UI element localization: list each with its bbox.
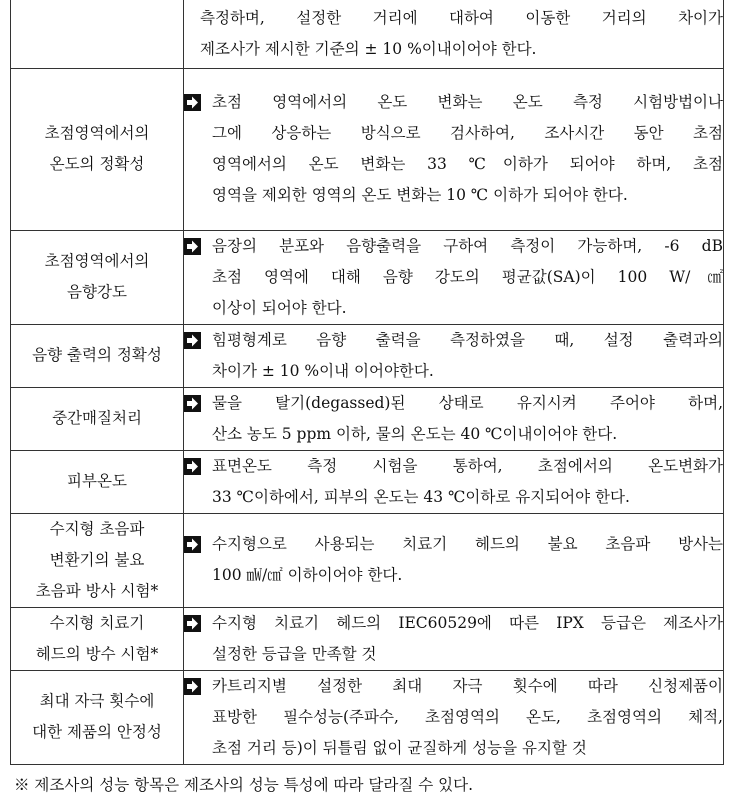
requirement-item (184, 671, 723, 764)
row-label-line: 변환기의 불요 (49, 550, 145, 569)
requirement-line: 산소 농도 5 ppm 이하, 물의 온도는 40 ℃이내이어야 한다. (212, 424, 618, 443)
arrow-bullet-icon (184, 536, 201, 553)
requirement-line: 제조사가 제시한 기준의 ± 10 %이내이어야 한다. (200, 39, 537, 58)
requirement-line: 영역을 제외한 영역의 온도 변화는 10 ℃ 이하가 되어야 한다. (212, 186, 628, 204)
arrow-bullet-icon (184, 238, 201, 255)
requirement-item (184, 451, 723, 513)
table-row (11, 450, 724, 513)
requirement-item (184, 529, 723, 591)
requirement-item (184, 87, 723, 211)
row-label (11, 230, 184, 324)
row-description (184, 230, 724, 324)
row-label (11, 324, 184, 387)
requirement-line: 초점 거리 등)이 뒤틀림 없이 균질하게 성능을 유지할 것 (212, 738, 587, 757)
requirement-line: 영역에서의 온도 변화는 33 ℃이하가 되어야 하며, 초점 (212, 155, 723, 173)
arrow-bullet-icon (184, 458, 201, 475)
requirement-line: 측정하며, 설정한 거리에 대하여 이동한 거리의 차이가 (200, 8, 723, 27)
arrow-bullet-icon (184, 678, 201, 695)
requirement-line: 초점 영역에 대해 음향 강도의 평균값(SA)이 100 W/㎠ (212, 267, 723, 286)
requirement-line: 그에 상응하는 방식으로 검사하여, 조사시간 동안 초점 (212, 124, 723, 142)
row-label-line: 초점영역에서의 (44, 252, 150, 270)
arrow-bullet-icon (184, 332, 201, 349)
row-label (11, 450, 184, 513)
row-label (11, 387, 184, 450)
requirement-line: 이상이 되어야 한다. (212, 298, 347, 317)
row-description (184, 0, 724, 68)
row-label-line: 음향 출력의 정확성 (32, 346, 162, 364)
arrow-bullet-icon (184, 94, 201, 111)
row-description (184, 387, 724, 450)
row-label-line: 온도의 정확성 (49, 155, 145, 173)
requirement-line: 힘평형계로 음향 출력을 측정하였을 때, 설정 출력과의 (212, 330, 723, 349)
row-description (184, 607, 724, 670)
row-label-line: 피부온도 (67, 472, 127, 490)
requirement-line: 초점 영역에서의 온도 변화는 온도 측정 시험방법이나 (212, 93, 723, 111)
requirement-line: 표방한 필수성능(주파수, 초점영역의 온도, 초점영역의 체적, (212, 707, 723, 726)
arrow-bullet-icon (184, 395, 201, 412)
requirement-item (184, 388, 723, 450)
row-label (11, 513, 184, 607)
table-row (11, 513, 724, 607)
row-label-line: 최대 자극 횟수에 (39, 692, 155, 710)
spec-table (10, 0, 724, 765)
row-label (11, 670, 184, 764)
requirement-line: 33 ℃이하에서, 피부의 온도는 43 ℃이하로 유지되어야 한다. (212, 487, 630, 506)
table-row (11, 0, 724, 68)
requirement-item (184, 325, 723, 387)
row-label-line: 음향강도 (67, 283, 127, 301)
requirement-item (184, 231, 723, 324)
row-description (184, 670, 724, 764)
requirement-line: 차이가 ± 10 %이내 이어야한다. (212, 361, 434, 380)
arrow-bullet-icon (184, 615, 201, 632)
requirement-line: 물을 탈기(degassed)된 상태로 유지시켜 주어야 하며, (212, 393, 723, 412)
row-description (184, 68, 724, 230)
table-row (11, 230, 724, 324)
requirement-line: 100 ㎽/㎠ 이하이어야 한다. (212, 566, 403, 584)
table-row (11, 387, 724, 450)
row-label-line: 수지형 치료기 (49, 613, 145, 632)
requirement-line: 표면온도 측정 시험을 통하여, 초점에서의 온도변화가 (212, 456, 723, 475)
table-row (11, 607, 724, 670)
requirement-line: 음장의 분포와 음향출력을 구하여 측정이 가능하며, -6 dB (212, 236, 723, 255)
requirement-line: 수지형 치료기 헤드의 IEC60529에 따른 IPX 등급은 제조사가 (212, 613, 723, 632)
requirement-line: 설정한 등급을 만족할 것 (212, 644, 377, 663)
row-label (11, 68, 184, 230)
row-description (184, 324, 724, 387)
row-label (11, 607, 184, 670)
table-row (11, 324, 724, 387)
row-label-line: 수지형 초음파 (49, 519, 145, 538)
row-label-line: 초점영역에서의 (44, 124, 150, 142)
requirement-line: 카트리지별 설정한 최대 자극 횟수에 따라 신청제품이 (212, 676, 723, 695)
requirement-line: 수지형으로 사용되는 치료기 헤드의 불요 초음파 방사는 (212, 535, 723, 553)
spec-table-body (11, 0, 724, 764)
requirement-item (184, 608, 723, 670)
table-row (11, 670, 724, 764)
row-label-line: 초음파 방사 시험* (35, 581, 159, 600)
row-label (11, 0, 184, 68)
row-description (184, 450, 724, 513)
row-description (184, 513, 724, 607)
requirement-item (184, 3, 723, 65)
row-label-line: 헤드의 방수 시험* (35, 644, 159, 663)
row-label-line: 대한 제품의 안정성 (32, 723, 162, 741)
row-label-line: 중간매질처리 (52, 409, 142, 427)
table-row (11, 68, 724, 230)
footnote: ※ 제조사의 성능 항목은 제조사의 성능 특성에 따라 달라질 수 있다. (14, 776, 473, 794)
